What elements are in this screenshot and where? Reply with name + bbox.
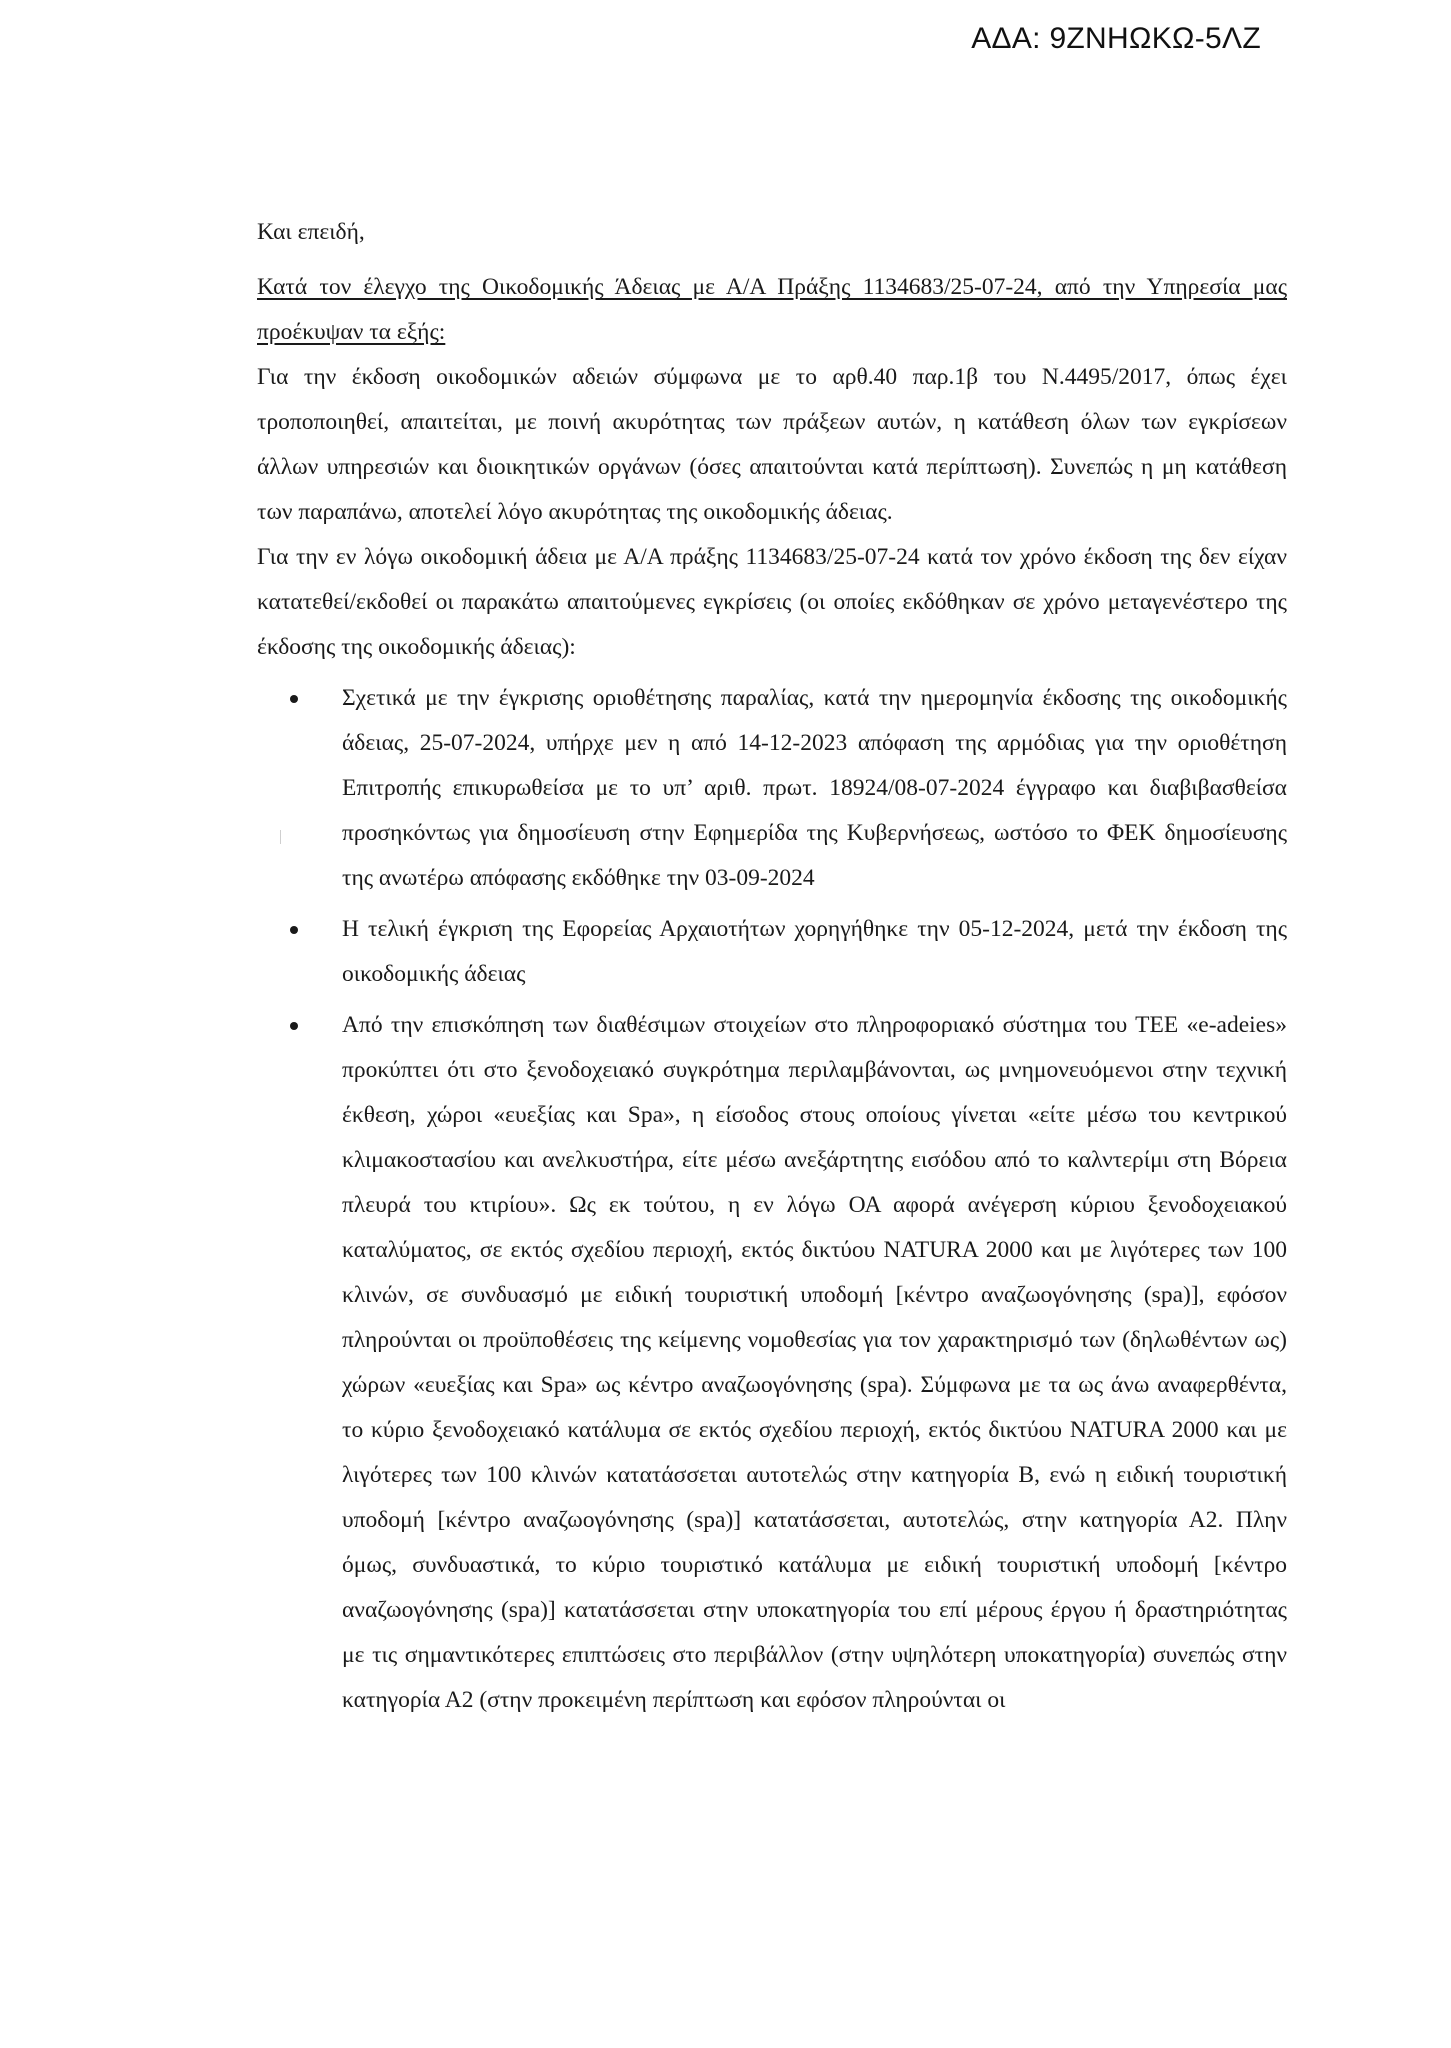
bullet-icon (290, 695, 298, 703)
document-body (257, 210, 1287, 1723)
list-item (342, 907, 1287, 997)
list-item (342, 676, 1287, 901)
list-item-text: Από την επισκόπηση των διαθέσιμων στοιχείων στο πληροφοριακό σύστημα του ΤΕΕ «e-adeies» προκύπτει ότι στο ξενοδοχειακό συγκρότημα περιλαμβάνονται, ως μνημονευόμενοι στην τεχνική έκθεση, χώροι «ευεξίας και Spa», η είσοδος στους οποίους γίνεται «είτε μέσω του κεντρικού κλιμακοστασίου και ανελκυστήρα, είτε μέσω ανεξάρτητης εισόδου από το καλντερίμι στη Βόρεια πλευρά του κτιρίου». Ως εκ τούτου, η εν λόγω ΟΑ αφορά ανέγερση κύριου ξενοδοχειακού καταλύματος, σε εκτός σχεδίου περιοχή, εκτός δικτύου NATURA 2000 και με λιγότερες των 100 κλινών, σε συνδυασμό με ειδική τουριστική υποδομή [κέντρο αναζωογόνησης (spa)], εφόσον πληρούνται οι προϋποθέσεις της κείμενης νομοθεσίας για τον χαρακτηρισμό των (δηλωθέντων ως) χώρων «ευεξίας και Spa» ως κέντρο αναζωογόνησης (spa). Σύμφωνα με τα ως άνω αναφερθέντα, το κύριο ξενοδοχειακό κατάλυμα σε εκτός σχεδίου περιοχή, εκτός δικτύου NATURA 2000 και με λιγότερες των 100 κλινών κατατάσσεται αυτοτελώς στην κατηγορία Β, ενώ η ειδική τουριστική υποδομή [κέντρο αναζωογόνησης (spa)] κατατάσσεται, αυτοτελώς, στην κατηγορία Α2. Πλην όμως, συνδυαστικά, το κύριο τουριστικό κατάλυμα με ειδική τουριστική υποδομή [κέντρο αναζωογόνησης (spa)] κατατάσσεται στην υποκατηγορία του επί μέρους έργου ή δραστηριότητας με τις σημαντικότερες επιπτώσεις στο περιβάλλον (στην υψηλότερη υποκατηγορία) συνεπώς στην κατηγορία Α2 (στην προκειμένη περίπτωση και εφόσον πληρούνται οι (342, 1012, 1287, 1713)
paragraph-legal-requirement: Για την έκδοση οικοδομικών αδειών σύμφωνα με το αρθ.40 παρ.1β του Ν.4495/2017, όπως έχει τροποποιηθεί, απαιτείται, με ποινή ακυρότητας των πράξεων αυτών, η κατάθεση όλων των εγκρίσεων άλλων υπηρεσιών και διοικητικών οργάνων (όσες απαιτούνται κατά περίπτωση). Συνεπώς η μη κατάθεση των παραπάνω, αποτελεί λόγο ακυρότητας της οικοδομικής άδειας. (257, 364, 1287, 525)
opening-line: Και επειδή, (257, 219, 365, 245)
approvals-list (257, 676, 1287, 1723)
paragraph-missing-approvals: Για την εν λόγω οικοδομική άδεια με Α/Α πράξης 1134683/25-07-24 κατά τον χρόνο έκδοση της δεν είχαν κατατεθεί/εκδοθεί οι παρακάτω απαιτούμενες εγκρίσεις (οι οποίες εκδόθηκαν σε χρόνο μεταγενέστερο της έκδοσης της οικοδομικής άδειας): (257, 544, 1287, 660)
bullet-icon (290, 1022, 298, 1030)
ada-identifier: ΑΔΑ: 9ΖΝΗΩΚΩ-5ΛΖ (971, 22, 1261, 55)
list-item (342, 1003, 1287, 1723)
list-item-text: Η τελική έγκριση της Εφορείας Αρχαιοτήτων χορηγήθηκε την 05-12-2024, μετά την έκδοση της οικοδομικής άδειας (342, 916, 1287, 987)
list-item-text: Σχετικά με την έγκρισης οριοθέτησης παραλίας, κατά την ημερομηνία έκδοσης της οικοδομικής άδειας, 25-07-2024, υπήρχε μεν η από 14-12-2023 απόφαση της αρμόδιας για την οριοθέτηση Επιτροπής επικυρωθείσα με το υπ’ αριθ. πρωτ. 18924/08-07-2024 έγγραφο και διαβιβασθείσα προσηκόντως για δημοσίευση στην Εφημερίδα της Κυβερνήσεως, ωστόσο το ΦΕΚ δημοσίευσης της ανωτέρω απόφασης εκδόθηκε την 03-09-2024 (342, 685, 1287, 891)
underlined-heading: Κατά τον έλεγχο της Οικοδομικής Άδειας με Α/Α Πράξης 1134683/25-07-24, από την Υπηρεσία μας προέκυψαν τα εξής: (257, 274, 1287, 345)
bullet-icon (290, 926, 298, 934)
